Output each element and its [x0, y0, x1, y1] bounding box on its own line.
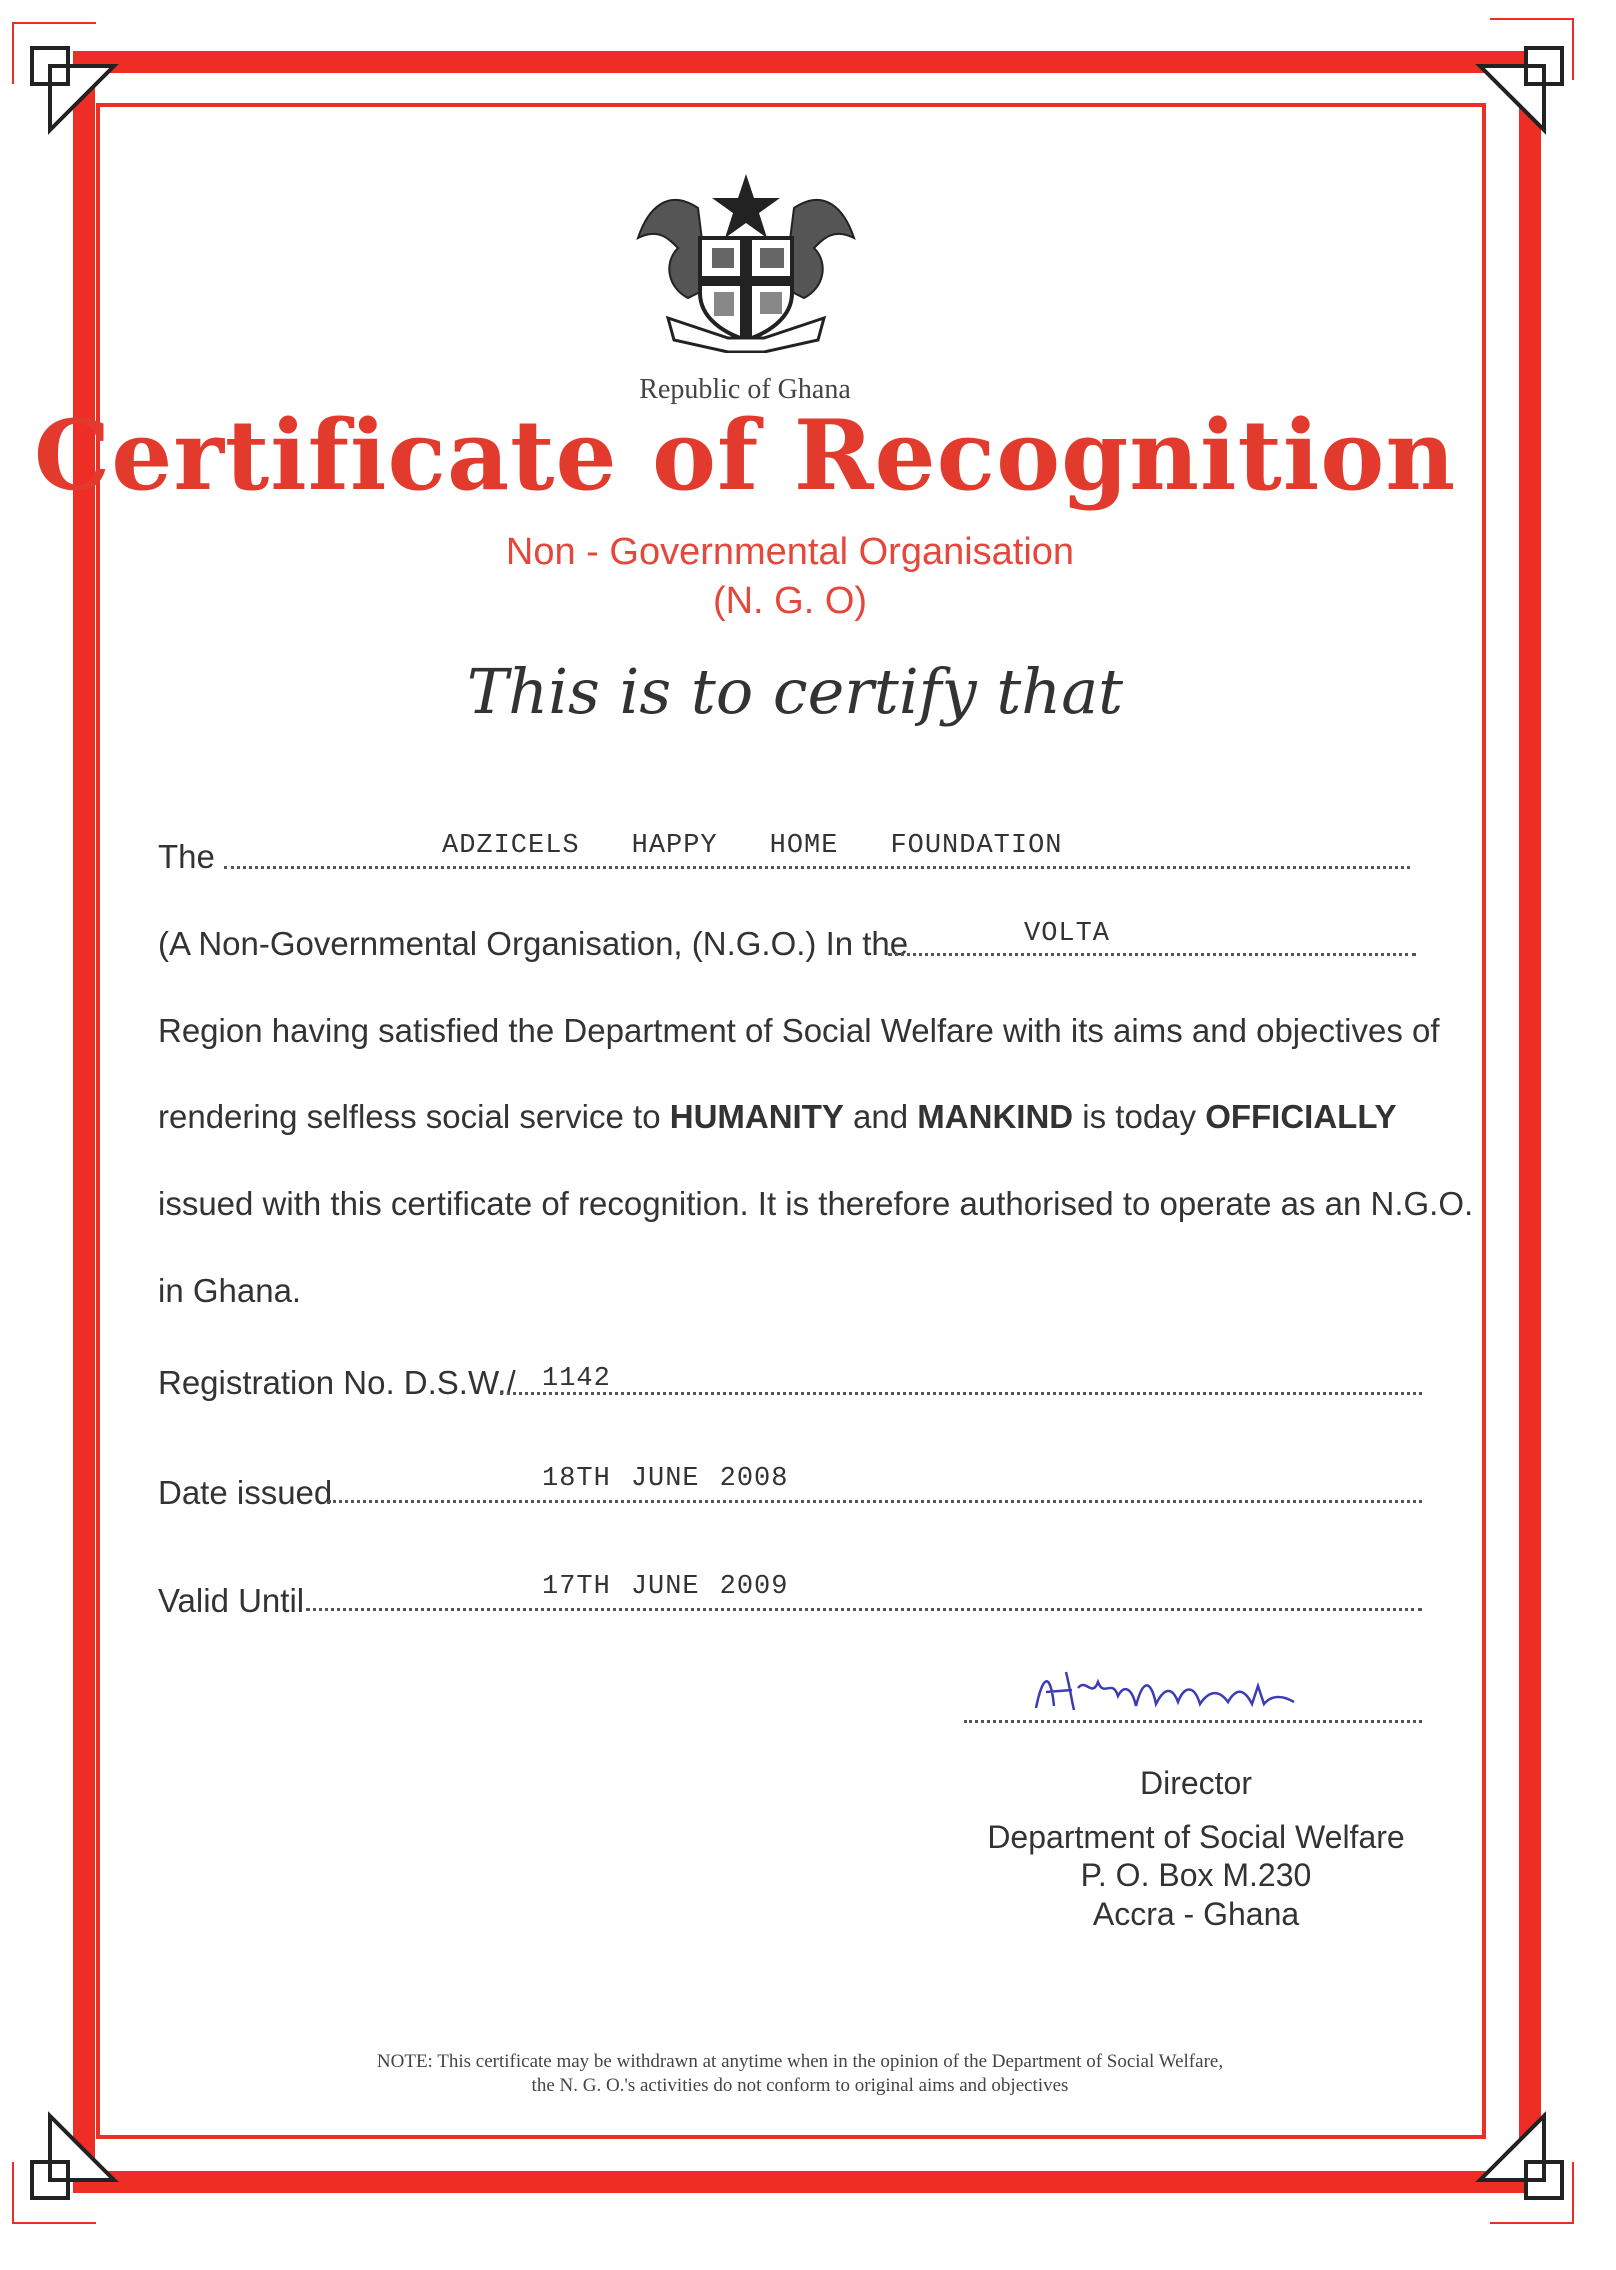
organisation-name [442, 831, 1114, 861]
body-text: is today [1073, 1098, 1206, 1135]
organisation-name-word: HAPPY [631, 831, 718, 861]
body-paragraph-line [158, 1098, 1396, 1136]
registration-value: 1142 [542, 1364, 611, 1394]
po-box: P. O. Box M.230 [1080, 1857, 1312, 1894]
organisation-name-word: FOUNDATION [890, 831, 1063, 861]
corner-ornament-icon [22, 2098, 132, 2208]
dotted-line [224, 866, 1410, 869]
date-part: JUNE [630, 1464, 700, 1494]
dotted-line [888, 953, 1416, 956]
body-paragraph-line: in Ghana. [158, 1272, 302, 1309]
body-text: rendering selfless social service to [158, 1098, 670, 1135]
department-name: Department of Social Welfare [987, 1819, 1405, 1855]
date-part: 18TH [542, 1464, 611, 1494]
signatory-department [940, 1818, 1452, 1933]
corner-ornament-icon [1462, 2098, 1572, 2208]
body-paragraph-line: Region having satisfied the Department of Social Welfare with its aims and objectives of [158, 1012, 1440, 1049]
dotted-line [306, 1608, 1422, 1611]
body-text: and [843, 1098, 918, 1135]
certificate-title: Certificate of Recognition [33, 399, 1457, 512]
date-issued-value [542, 1464, 840, 1494]
note-line: NOTE: This certificate may be withdrawn at anytime when in the opinion of the Department of Social Welfare, [376, 2051, 1224, 2072]
certify-heading: This is to certify that [466, 655, 1124, 728]
mankind-emphasis: MANKIND [917, 1098, 1074, 1135]
corner-ornament-icon [1462, 38, 1572, 148]
the-label: The [158, 838, 215, 875]
city: Accra - Ghana [1092, 1895, 1300, 1932]
officially-emphasis: OFFICIALLY [1205, 1098, 1397, 1135]
date-part: 2008 [719, 1464, 789, 1494]
organisation-name-word: HOME [769, 831, 839, 861]
organisation-name-word: ADZICELS [442, 831, 580, 861]
humanity-emphasis: HUMANITY [669, 1098, 844, 1135]
signature-line [964, 1720, 1422, 1723]
footer-note [200, 2050, 1400, 2098]
dotted-line [500, 1392, 1422, 1395]
valid-until-value [542, 1572, 840, 1602]
dotted-line [328, 1500, 1422, 1503]
date-part: JUNE [630, 1572, 700, 1602]
director-signature [1032, 1658, 1302, 1728]
subtitle-line: Non - Governmental Organisation [505, 531, 1075, 573]
valid-until-label: Valid Until [158, 1582, 305, 1619]
ngo-label: (A Non-Governmental Organisation, (N.G.O.) In the [158, 925, 909, 962]
registration-label: Registration No. D.S.W./ [158, 1364, 516, 1401]
coat-of-arms-icon [628, 168, 864, 353]
certificate-subtitle [0, 528, 1580, 627]
date-part: 17TH [542, 1572, 611, 1602]
body-paragraph-line: issued with this certificate of recognition. It is therefore authorised to operate as an N.G.O. [158, 1185, 1474, 1222]
republic-of-ghana: Republic of Ghana [639, 374, 851, 405]
date-issued-label: Date issued [158, 1474, 333, 1511]
date-part: 2009 [719, 1572, 789, 1602]
signatory-title: Director [1139, 1765, 1252, 1801]
corner-ornament-icon [22, 38, 132, 148]
subtitle-line: (N. G. O) [712, 580, 868, 623]
note-line: the N. G. O.'s activities do not conform to original aims and objectives [531, 2074, 1069, 2096]
region-value: VOLTA [1024, 919, 1111, 949]
